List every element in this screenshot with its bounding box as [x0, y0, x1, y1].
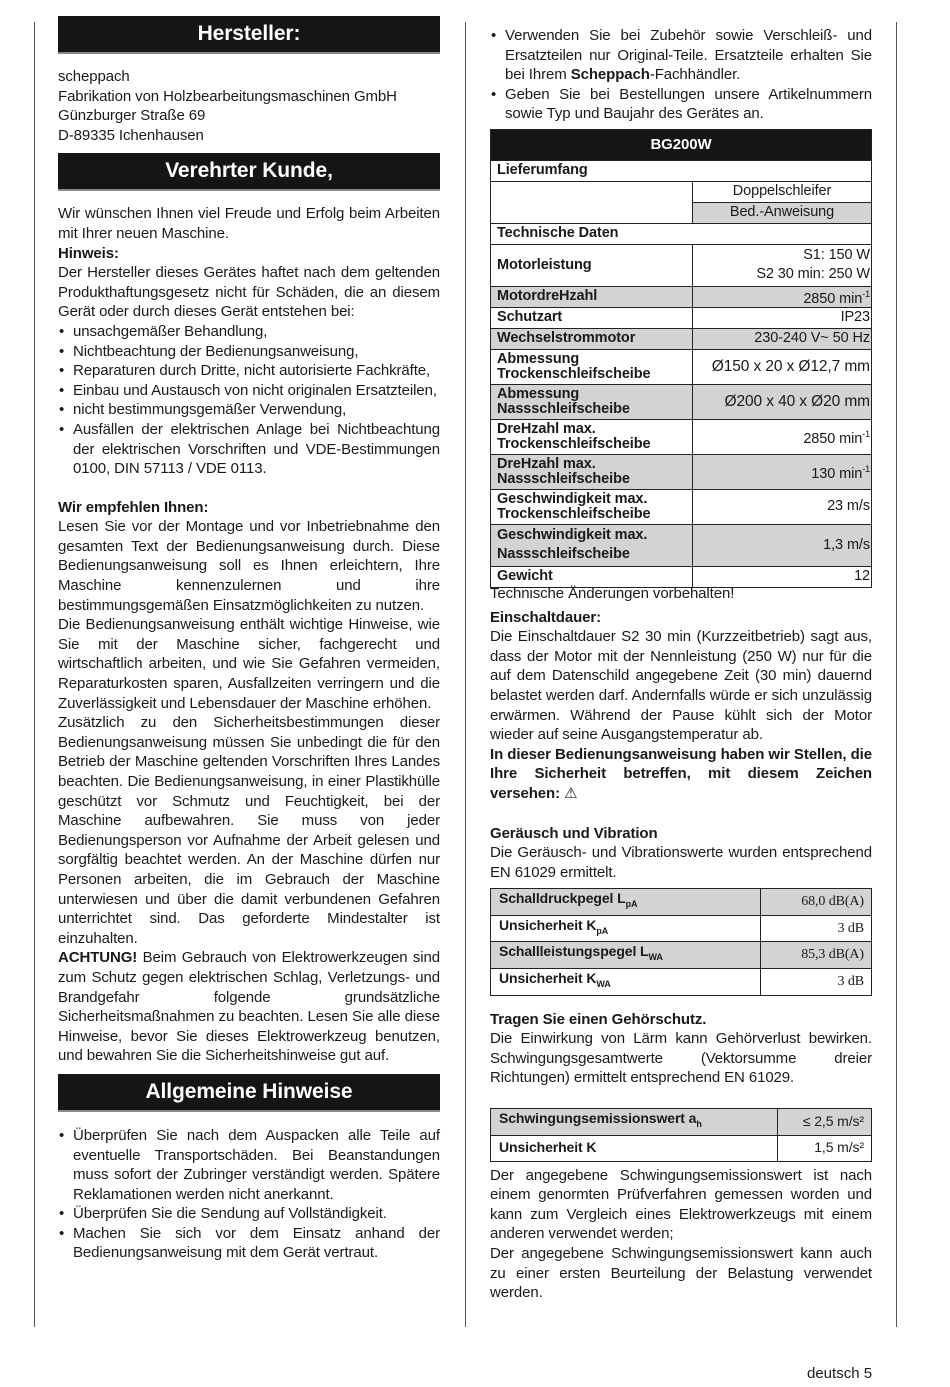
- vibration-text-2: Der angegebene Schwingungsemissionswert kann auch zu einer ersten Beurteilung der Belastung verwendet werden.: [490, 1245, 872, 1302]
- label-subscript: pA: [596, 925, 609, 936]
- dim-wet-label: [491, 384, 693, 419]
- list-item: • Überprüfen Sie nach dem Auspacken alle Teile auf eventuelle Transportschäden. Bei Beanstandungen muss sofort der Zubringer verständigt werden. Spätere Reklamationen werden nicht anerkannt.: [58, 1126, 440, 1204]
- safety-regulations-text: Zusätzlich zu den Sicherheitsbestimmungen dieser Bedienungsanweisung müssen Sie unbedingt die für den Betrieb der Maschine geltenden Vorschriften Ihres Landes beachten. Die Bedienungsanweisung, in einer Plastikhülle geschützt vor Schmutz und Feuchtigkeit, bei der Maschine aufbewahren. Sie muss von jeder Bedienungsperson vor Aufnahme der Arbeit gelesen und sorgfältig beachtet werden. An der Maschine dürfen nur Personen arbeiten, die im Gebrauch der Maschine unterwiesen und über die damit verbundenen Gefahren unterrichtet sind. Das geforderte Mindestalter ist einzuhalten.: [58, 714, 440, 947]
- label-line: Geschwindigkeit max.: [497, 490, 648, 507]
- list-item: • Machen Sie sich vor dem Einsatz anhand der Bedienungsanweisung mit dem Gerät vertraut.: [58, 1224, 440, 1263]
- ac-value: 230-240 V~ 50 Hz: [693, 328, 872, 349]
- noise-row-value: 85,3 dB(A): [761, 942, 872, 969]
- label-text: Unsicherheit K: [499, 1139, 597, 1156]
- recommend-text: Lesen Sie vor der Montage und vor Inbetriebnahme den gesamten Text der Bedienungsanweisung durch. Diese Bedienungsanweisung soll es Ihnen erleichtern, Ihre Maschine kennenzulernen und ihre bestimmungsgemäßen Einsatzmöglichkeiten zu nutzen.: [58, 518, 440, 614]
- left-margin-rule: [34, 22, 35, 1327]
- noise-row-label: [491, 942, 761, 969]
- rpm-dry-exponent: -1: [862, 428, 870, 439]
- rpm-dry-value: [693, 419, 872, 454]
- address-line: Günzburger Straße 69: [58, 107, 206, 125]
- noise-row-value: 3 dB: [761, 969, 872, 996]
- left-column: [58, 16, 440, 1263]
- general-list: [58, 1126, 440, 1263]
- brand-name: Scheppach: [570, 66, 650, 84]
- noise-row-value: 68,0 dB(A): [761, 889, 872, 916]
- vibration-row-value: ≤ 2,5 m/s²: [778, 1109, 872, 1136]
- noise-row-label: [491, 889, 761, 916]
- customer-heading: Verehrter Kunde,: [58, 153, 440, 191]
- list-item: • Nichtbeachtung der Bedienungsanweisung,: [58, 342, 440, 362]
- address-line: D-89335 Ichenhausen: [58, 126, 204, 144]
- rpm-dry-number: 2850 min: [803, 430, 863, 447]
- hearing-protection-text: Die Einwirkung von Lärm kann Gehörverlust bewirken. Schwingungsgesamtwerte (Vektorsumme dreier Richtungen) ermittelt entsprechend EN 61029.: [490, 1030, 872, 1087]
- label-text: Unsicherheit K: [499, 970, 597, 987]
- liability-list: [58, 322, 440, 479]
- warning-sentence: In dieser Bedienungsanweisung haben wir Stellen, die Ihre Sicherheit betreffen, mit diesem Zeichen versehen:: [490, 745, 872, 802]
- scope-spacer: [491, 181, 693, 223]
- warning-text: [490, 745, 872, 804]
- label-line: Abmessung: [497, 350, 580, 367]
- list-item: • Überprüfen Sie die Sendung auf Vollständigkeit.: [58, 1204, 440, 1224]
- label-subscript: WA: [596, 979, 611, 990]
- scope-item: Bed.-Anweisung: [693, 202, 872, 223]
- center-column-rule: [465, 22, 466, 1327]
- manufacturer-address: [58, 67, 440, 145]
- label-line: Nassschleifscheibe: [497, 400, 630, 417]
- protection-label: Schutzart: [491, 307, 693, 328]
- list-item: • Geben Sie bei Bestellungen unsere Artikelnummern sowie Typ und Baujahr des Gerätes an.: [490, 85, 872, 124]
- tech-label: Technische Daten: [491, 223, 872, 244]
- weight-label: Gewicht: [491, 566, 693, 587]
- duty-label: Einschaltdauer:: [490, 608, 602, 626]
- address-line: scheppach: [58, 68, 130, 85]
- label-line: Trockenschleifscheibe: [497, 365, 651, 382]
- label-subscript: pA: [625, 899, 638, 910]
- label-line: Trockenschleifscheibe: [497, 505, 651, 522]
- attention-paragraph: [58, 948, 440, 1066]
- spec-table: [490, 129, 872, 588]
- label-line: DreHzahl max.: [497, 420, 596, 437]
- noise-row-label: [491, 915, 761, 942]
- rpm-dry-label: [491, 419, 693, 454]
- label-subscript: h: [696, 1119, 702, 1130]
- right-column: [490, 26, 872, 1303]
- scope-label: Lieferumfang: [491, 160, 872, 181]
- noise-table: [490, 888, 872, 995]
- label-line: Trockenschleifscheibe: [497, 435, 651, 452]
- recommend-label: Wir empfehlen Ihnen:: [58, 498, 209, 516]
- speed-number: 2850 min: [803, 290, 863, 307]
- list-item: • Einbau und Austausch von nicht originalen Ersatzteilen,: [58, 381, 440, 401]
- attention-label: ACHTUNG!: [58, 949, 138, 967]
- address-line: Fabrikation von Holzbearbeitungsmaschinen GmbH: [58, 87, 397, 105]
- note-label: Hinweis:: [58, 244, 119, 262]
- noise-row-label: [491, 969, 761, 996]
- protection-value: IP23: [693, 307, 872, 328]
- motor-s2: S2 30 min: 250 W: [756, 266, 870, 283]
- page-footer: deutsch 5: [807, 1365, 873, 1382]
- vibration-table: [490, 1108, 872, 1162]
- manual-purpose-text: Die Bedienungsanweisung enthält wichtige Hinweise, wie Sie mit der Maschine sicher, fachgerecht und wirtschaftlich arbeiten, und wie Sie Gefahren vermeiden, Reparaturkosten sparen, Ausfallzeiten verringern und die Zuverlässigkeit und Lebensdauer der Maschine erhöhen.: [58, 616, 440, 712]
- rpm-wet-number: 130 min: [811, 465, 863, 482]
- list-item: • nicht bestimmungsgemäßer Verwendung,: [58, 400, 440, 420]
- ac-label: Wechselstrommotor: [491, 328, 693, 349]
- tech-changes-note: Technische Änderungen vorbehalten!: [490, 584, 735, 602]
- vel-dry-value: 23 m/s: [693, 489, 872, 524]
- attention-text: Beim Gebrauch von Elektrowerkzeugen sind zum Schutz gegen elektrischen Schlag, Verletzungs- und Brandgefahr folgende grundsätzliche Sicherheitsmaßnahmen zu beachten. Lesen Sie alle diese Hinweise, bevor Sie dieses Elektrowerkzeug benutzen, und bewahren Sie die Sicherheitshinweise gut auf.: [58, 949, 440, 1065]
- motor-s1: S1: 150 W: [803, 247, 870, 264]
- label-text: Schwingungsemissionswert a: [499, 1110, 697, 1127]
- label-line: Geschwindigkeit max.: [497, 527, 648, 544]
- label-line: DreHzahl max.: [497, 455, 596, 472]
- manufacturer-heading: Hersteller:: [58, 16, 440, 54]
- vibration-row-label: [491, 1135, 778, 1161]
- scope-item: Doppelschleifer: [693, 181, 872, 202]
- dim-dry-label: [491, 349, 693, 384]
- list-item: • Ausfällen der elektrischen Anlage bei Nichtbeachtung der elektrischen Vorschriften und VDE-Bestimmungen 0100, DIN 57113 / VDE 0113.: [58, 420, 440, 479]
- label-line: Nassschleifscheibe: [497, 470, 630, 487]
- vel-wet-label: [491, 524, 693, 566]
- dim-wet-value: Ø200 x 40 x Ø20 mm: [693, 384, 872, 419]
- noise-row-value: 3 dB: [761, 915, 872, 942]
- rpm-wet-label: [491, 454, 693, 489]
- dim-dry-value: Ø150 x 20 x Ø12,7 mm: [693, 349, 872, 384]
- note-text: Der Hersteller dieses Gerätes haftet nach dem geltenden Produkthaftungsgesetz nicht für Schäden, die an diesem Gerät oder durch dieses Gerät entstehen bei:: [58, 264, 440, 321]
- list-item: • Reparaturen durch Dritte, nicht autorisierte Fachkräfte,: [58, 361, 440, 381]
- label-line: Abmessung: [497, 385, 580, 402]
- rpm-wet-exponent: -1: [862, 463, 870, 474]
- speed-exponent: -1: [862, 288, 870, 299]
- model-header: BG200W: [491, 129, 872, 160]
- label-line: Nassschleifscheibe: [497, 546, 630, 563]
- rpm-wet-value: [693, 454, 872, 489]
- speed-value: [693, 286, 872, 307]
- noise-text: Die Geräusch- und Vibrationswerte wurden entsprechend EN 61029 ermittelt.: [490, 844, 872, 881]
- general-list-continued: [490, 26, 872, 124]
- vel-wet-value: 1,3 m/s: [693, 524, 872, 566]
- list-item: • unsachgemäßer Behandlung,: [58, 322, 440, 342]
- noise-heading: Geräusch und Vibration: [490, 824, 658, 842]
- vibration-text-1: Der angegebene Schwingungsemissionswert ist nach einem genormten Prüfverfahren gemessen worden und kann zum Vergleich eines Elektrowerkzeugs mit einem anderen verwendet werden;: [490, 1166, 872, 1243]
- list-item: [490, 26, 872, 85]
- label-text: Unsicherheit K: [499, 916, 597, 933]
- general-heading: Allgemeine Hinweise: [58, 1074, 440, 1112]
- weight-value: 12: [693, 566, 872, 587]
- right-margin-rule: [896, 22, 897, 1327]
- label-subscript: WA: [648, 952, 663, 963]
- vel-dry-label: [491, 489, 693, 524]
- spare-parts-text: Verwenden Sie bei Zubehör sowie Verschleiß- und Ersatzteilen nur Original-Teile. Ersatzteile erhalten Sie bei Ihrem: [505, 27, 872, 84]
- vibration-row-label: [491, 1109, 778, 1136]
- hearing-protection-label: Tragen Sie einen Gehörschutz.: [490, 1010, 707, 1028]
- warning-triangle-icon: ⚠: [564, 784, 578, 802]
- duty-text: Die Einschaltdauer S2 30 min (Kurzzeitbetrieb) sagt aus, dass der Motor mit der Nennleistung (250 W) nur für die auf dem Datenschild angegebene Zeit (30 min) dauernd belastet werden darf. Andernfalls würde er sich unzulässig erwärmen. Während der Pause kühlt sich der Motor wieder auf seine Ausgangstemperatur ab.: [490, 628, 872, 744]
- dealer-text: -Fachhändler.: [649, 66, 741, 84]
- speed-label: MotordreHzahl: [491, 286, 693, 307]
- label-text: Schallleistungspegel L: [499, 943, 649, 960]
- vibration-row-value: 1,5 m/s²: [778, 1135, 872, 1161]
- motor-label: Motorleistung: [491, 244, 693, 286]
- customer-intro: Wir wünschen Ihnen viel Freude und Erfolg beim Arbeiten mit Ihrer neuen Maschine.: [58, 205, 440, 242]
- motor-value: [693, 244, 872, 286]
- label-text: Schalldruckpegel L: [499, 890, 626, 907]
